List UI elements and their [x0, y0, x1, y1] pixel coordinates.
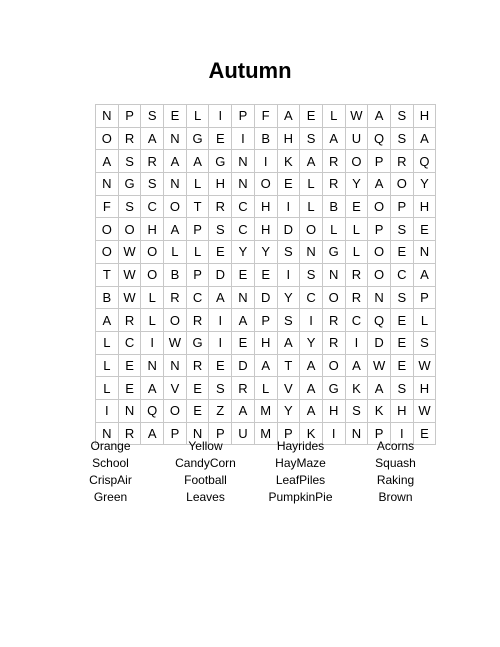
grid-cell: S — [141, 173, 164, 196]
grid-cell: P — [209, 422, 232, 445]
grid-cell: O — [368, 263, 391, 286]
grid-cell: F — [96, 195, 119, 218]
grid-cell: P — [277, 422, 300, 445]
grid-cell: L — [96, 354, 119, 377]
grid-cell: W — [164, 331, 187, 354]
grid-cell: R — [118, 309, 141, 332]
grid-cell: N — [345, 422, 368, 445]
grid-cell: H — [277, 127, 300, 150]
grid-cell: B — [322, 195, 345, 218]
grid-cell: R — [141, 150, 164, 173]
grid-cell: E — [277, 173, 300, 196]
grid-cell: S — [118, 150, 141, 173]
grid-cell: M — [254, 399, 277, 422]
grid-cell: A — [413, 127, 436, 150]
word-list-item: Brown — [378, 490, 413, 504]
grid-cell: N — [96, 422, 119, 445]
grid-cell: S — [390, 105, 413, 128]
grid-cell: G — [322, 241, 345, 264]
grid-cell: E — [232, 263, 255, 286]
grid-cell: N — [186, 422, 209, 445]
grid-cell: O — [141, 263, 164, 286]
grid-cell: L — [322, 105, 345, 128]
grid-cell: R — [118, 127, 141, 150]
grid-cell: E — [390, 331, 413, 354]
grid-row — [96, 286, 436, 309]
grid-cell: H — [209, 173, 232, 196]
grid-cell: S — [390, 218, 413, 241]
grid-cell: R — [322, 173, 345, 196]
grid-cell: D — [277, 218, 300, 241]
grid-cell: I — [232, 127, 255, 150]
grid-cell: A — [186, 150, 209, 173]
grid-cell: V — [164, 377, 187, 400]
grid-cell: W — [345, 105, 368, 128]
grid-cell: E — [118, 377, 141, 400]
grid-cell: D — [254, 286, 277, 309]
puzzle-title: Autumn — [208, 58, 292, 83]
grid-cell: N — [232, 286, 255, 309]
grid-cell: N — [164, 354, 187, 377]
grid-cell: N — [164, 127, 187, 150]
grid-cell: I — [141, 331, 164, 354]
grid-cell: A — [413, 263, 436, 286]
grid-cell: Y — [277, 286, 300, 309]
grid-row — [96, 127, 436, 150]
grid-cell: N — [232, 150, 255, 173]
grid-cell: A — [368, 173, 391, 196]
grid-cell: L — [96, 377, 119, 400]
grid-row — [96, 331, 436, 354]
grid-cell: S — [209, 218, 232, 241]
grid-cell: H — [322, 399, 345, 422]
grid-cell: O — [322, 286, 345, 309]
grid-cell: I — [209, 105, 232, 128]
grid-row — [96, 263, 436, 286]
grid-cell: A — [254, 354, 277, 377]
grid-cell: S — [277, 241, 300, 264]
grid-cell: I — [322, 422, 345, 445]
grid-cell: O — [322, 354, 345, 377]
grid-cell: A — [345, 354, 368, 377]
grid-cell: R — [322, 331, 345, 354]
grid-cell: A — [368, 377, 391, 400]
grid-cell: K — [277, 150, 300, 173]
grid-cell: E — [209, 241, 232, 264]
grid-row — [96, 399, 436, 422]
grid-cell: P — [232, 105, 255, 128]
grid-cell: E — [254, 263, 277, 286]
word-list-item: PumpkinPie — [268, 490, 333, 504]
grid-cell: I — [209, 309, 232, 332]
grid-cell: O — [300, 218, 323, 241]
grid-cell: M — [254, 422, 277, 445]
grid-cell: A — [164, 218, 187, 241]
grid-cell: G — [186, 127, 209, 150]
grid-cell: H — [141, 218, 164, 241]
grid-cell: S — [300, 127, 323, 150]
grid-cell: I — [254, 150, 277, 173]
word-list-item: Squash — [375, 456, 416, 470]
grid-cell: E — [390, 241, 413, 264]
grid-cell: S — [390, 377, 413, 400]
grid-cell: L — [300, 173, 323, 196]
grid-cell: Y — [300, 331, 323, 354]
grid-cell: K — [345, 377, 368, 400]
grid-cell: G — [186, 331, 209, 354]
grid-cell: O — [96, 218, 119, 241]
grid-cell: R — [322, 150, 345, 173]
grid-cell: N — [322, 263, 345, 286]
grid-cell: O — [164, 195, 187, 218]
grid-cell: Z — [209, 399, 232, 422]
grid-row — [96, 218, 436, 241]
grid-cell: R — [232, 377, 255, 400]
word-list-item: Yellow — [188, 439, 223, 453]
grid-row — [96, 241, 436, 264]
grid-cell: G — [322, 377, 345, 400]
grid-cell: D — [209, 263, 232, 286]
word-list-item: School — [92, 456, 129, 470]
grid-cell: I — [390, 422, 413, 445]
grid-cell: P — [368, 422, 391, 445]
grid-cell: R — [118, 422, 141, 445]
grid-row — [96, 150, 436, 173]
grid-cell: P — [164, 422, 187, 445]
grid-cell: Q — [413, 150, 436, 173]
grid-cell: I — [277, 263, 300, 286]
grid-cell: E — [164, 105, 187, 128]
grid-cell: T — [277, 354, 300, 377]
grid-cell: S — [118, 195, 141, 218]
grid-cell: A — [164, 150, 187, 173]
grid-cell: A — [300, 150, 323, 173]
grid-cell: R — [186, 354, 209, 377]
grid-cell: O — [96, 127, 119, 150]
grid-cell: L — [322, 218, 345, 241]
grid-cell: C — [232, 195, 255, 218]
grid-cell: T — [186, 195, 209, 218]
grid-cell: W — [413, 399, 436, 422]
grid-cell: K — [368, 399, 391, 422]
grid-cell: E — [186, 399, 209, 422]
grid-cell: H — [254, 218, 277, 241]
grid-cell: N — [300, 241, 323, 264]
grid-cell: W — [413, 354, 436, 377]
grid-cell: S — [277, 309, 300, 332]
grid-cell: L — [141, 286, 164, 309]
grid-cell: U — [232, 422, 255, 445]
grid-cell: V — [277, 377, 300, 400]
grid-cell: R — [186, 309, 209, 332]
grid-cell: A — [300, 354, 323, 377]
grid-row — [96, 309, 436, 332]
grid-cell: A — [141, 127, 164, 150]
grid-cell: C — [186, 286, 209, 309]
grid-row — [96, 105, 436, 128]
grid-cell: S — [413, 331, 436, 354]
word-list-item: CrispAir — [89, 473, 132, 487]
grid-cell: N — [118, 399, 141, 422]
grid-cell: O — [390, 173, 413, 196]
grid-row — [96, 173, 436, 196]
grid-cell: A — [322, 127, 345, 150]
grid-cell: R — [345, 263, 368, 286]
grid-cell: W — [118, 241, 141, 264]
grid-cell: P — [186, 218, 209, 241]
grid-cell: Q — [141, 399, 164, 422]
grid-cell: P — [186, 263, 209, 286]
grid-cell: R — [345, 286, 368, 309]
grid-cell: B — [96, 286, 119, 309]
grid-cell: L — [345, 218, 368, 241]
grid-cell: R — [322, 309, 345, 332]
word-list-item: LeafPiles — [275, 473, 326, 487]
grid-cell: E — [209, 354, 232, 377]
word-list-item: Leaves — [186, 490, 225, 504]
grid-cell: H — [254, 331, 277, 354]
grid-cell: C — [390, 263, 413, 286]
grid-cell: S — [390, 127, 413, 150]
grid-cell: G — [118, 173, 141, 196]
grid-cell: A — [368, 105, 391, 128]
grid-cell: R — [209, 195, 232, 218]
letter-grid — [95, 104, 436, 445]
grid-cell: O — [368, 241, 391, 264]
grid-cell: P — [368, 150, 391, 173]
grid-cell: N — [413, 241, 436, 264]
grid-cell: O — [164, 399, 187, 422]
grid-cell: H — [413, 105, 436, 128]
grid-cell: Y — [277, 399, 300, 422]
grid-cell: Y — [232, 241, 255, 264]
grid-cell: C — [118, 331, 141, 354]
grid-cell: I — [277, 195, 300, 218]
grid-cell: O — [368, 195, 391, 218]
grid-cell: R — [390, 150, 413, 173]
word-list-item: CandyCorn — [175, 456, 236, 470]
grid-cell: B — [254, 127, 277, 150]
grid-cell: E — [232, 331, 255, 354]
grid-cell: L — [300, 195, 323, 218]
grid-cell: N — [141, 354, 164, 377]
grid-cell: D — [368, 331, 391, 354]
grid-cell: O — [164, 309, 187, 332]
grid-cell: S — [209, 377, 232, 400]
grid-cell: L — [96, 331, 119, 354]
grid-cell: A — [209, 286, 232, 309]
grid-cell: E — [413, 422, 436, 445]
grid-cell: I — [209, 331, 232, 354]
grid-cell: K — [300, 422, 323, 445]
grid-cell: N — [96, 173, 119, 196]
grid-cell: E — [118, 354, 141, 377]
grid-cell: L — [141, 309, 164, 332]
grid-cell: Y — [254, 241, 277, 264]
grid-cell: P — [413, 286, 436, 309]
grid-cell: H — [390, 399, 413, 422]
grid-cell: C — [345, 309, 368, 332]
grid-cell: A — [96, 150, 119, 173]
grid-cell: S — [390, 286, 413, 309]
grid-cell: A — [141, 422, 164, 445]
grid-cell: E — [300, 105, 323, 128]
grid-row — [96, 195, 436, 218]
grid-cell: S — [345, 399, 368, 422]
grid-cell: F — [254, 105, 277, 128]
grid-cell: P — [118, 105, 141, 128]
grid-cell: L — [186, 173, 209, 196]
grid-cell: I — [345, 331, 368, 354]
grid-cell: W — [368, 354, 391, 377]
grid-cell: A — [300, 399, 323, 422]
grid-cell: D — [232, 354, 255, 377]
grid-cell: A — [96, 309, 119, 332]
grid-cell: L — [186, 105, 209, 128]
grid-cell: R — [164, 286, 187, 309]
word-list-item: HayMaze — [275, 456, 326, 470]
grid-cell: L — [413, 309, 436, 332]
grid-cell: E — [209, 127, 232, 150]
grid-cell: Q — [368, 127, 391, 150]
grid-cell: W — [118, 286, 141, 309]
grid-cell: O — [254, 173, 277, 196]
word-list — [63, 439, 443, 505]
grid-cell: P — [368, 218, 391, 241]
grid-row — [96, 354, 436, 377]
grid-cell: A — [141, 377, 164, 400]
grid-cell: H — [413, 377, 436, 400]
grid-cell: N — [164, 173, 187, 196]
grid-cell: L — [164, 241, 187, 264]
grid-cell: C — [141, 195, 164, 218]
grid-cell: L — [186, 241, 209, 264]
grid-cell: B — [164, 263, 187, 286]
grid-cell: A — [232, 399, 255, 422]
grid-cell: E — [413, 218, 436, 241]
grid-cell: P — [390, 195, 413, 218]
word-list-item: Acorns — [376, 439, 415, 453]
grid-cell: L — [254, 377, 277, 400]
grid-cell: O — [118, 218, 141, 241]
word-list-item: Green — [93, 490, 128, 504]
grid-cell: E — [390, 309, 413, 332]
grid-cell: W — [118, 263, 141, 286]
grid-cell: I — [300, 309, 323, 332]
grid-cell: E — [186, 377, 209, 400]
grid-cell: G — [209, 150, 232, 173]
grid-cell: E — [345, 195, 368, 218]
grid-cell: S — [141, 105, 164, 128]
grid-cell: C — [300, 286, 323, 309]
grid-cell: C — [232, 218, 255, 241]
grid-cell: Q — [368, 309, 391, 332]
grid-cell: N — [96, 105, 119, 128]
grid-cell: O — [96, 241, 119, 264]
word-list-item: Hayrides — [276, 439, 325, 453]
grid-cell: Y — [413, 173, 436, 196]
grid-cell: I — [96, 399, 119, 422]
grid-cell: A — [277, 105, 300, 128]
grid-cell: H — [254, 195, 277, 218]
grid-cell: P — [254, 309, 277, 332]
word-list-item: Raking — [376, 473, 415, 487]
word-list-item: Football — [184, 473, 227, 487]
grid-cell: L — [345, 241, 368, 264]
grid-cell: S — [300, 263, 323, 286]
grid-cell: N — [232, 173, 255, 196]
grid-cell: U — [345, 127, 368, 150]
grid-cell: A — [277, 331, 300, 354]
word-list-item: Orange — [90, 439, 131, 453]
grid-row — [96, 377, 436, 400]
grid-cell: E — [390, 354, 413, 377]
grid-cell: A — [300, 377, 323, 400]
grid-cell: Y — [345, 173, 368, 196]
grid-cell: A — [232, 309, 255, 332]
grid-cell: O — [141, 241, 164, 264]
grid-cell: T — [96, 263, 119, 286]
grid-cell: N — [368, 286, 391, 309]
grid-cell: O — [345, 150, 368, 173]
grid-cell: H — [413, 195, 436, 218]
